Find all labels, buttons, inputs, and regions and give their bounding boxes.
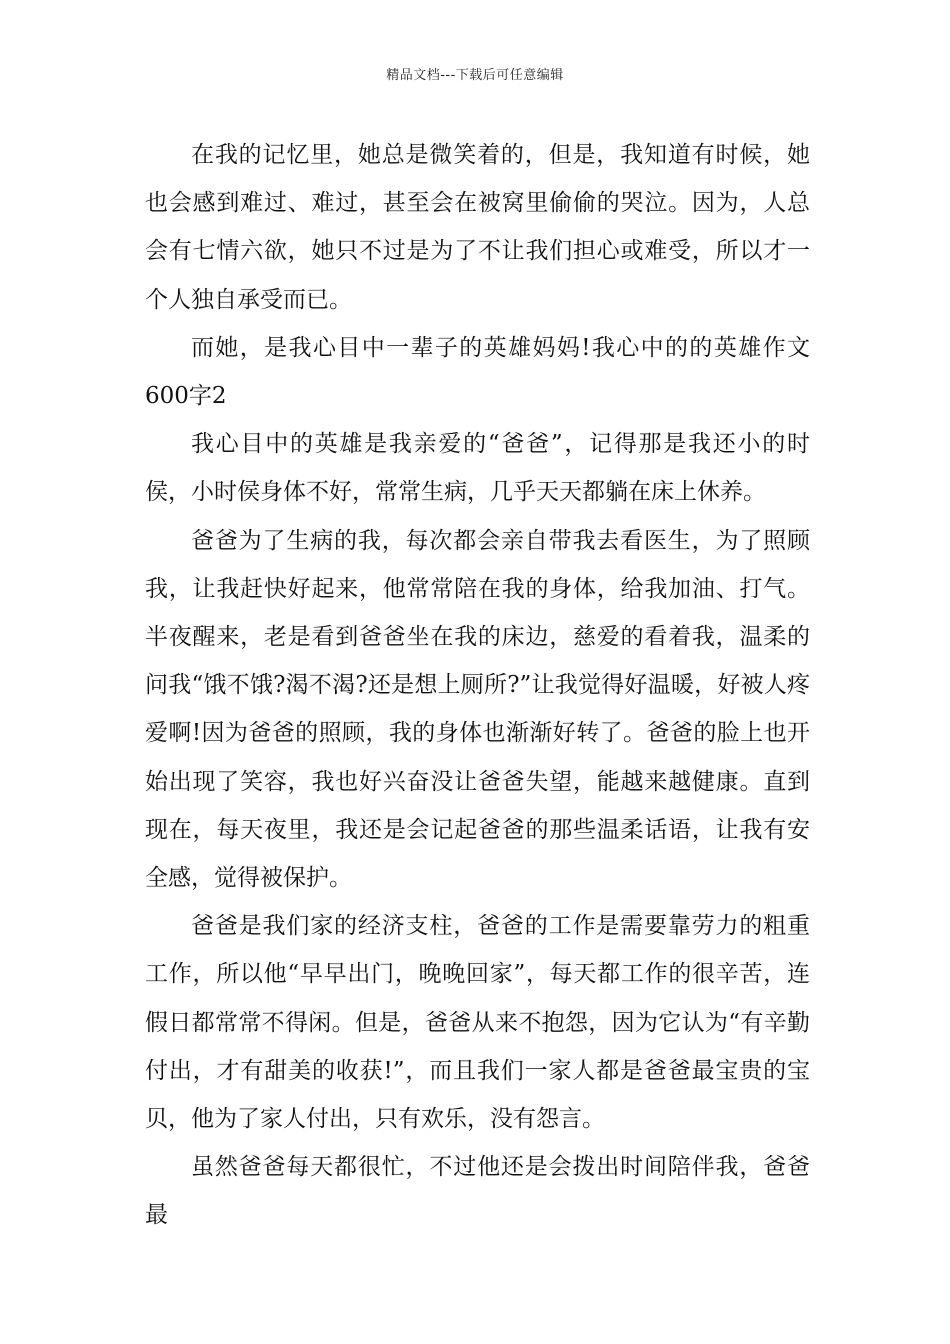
paragraph: 我心目中的英雄是我亲爱的“爸爸”，记得那是我还小的时侯，小时侯身体不好，常常生病，几乎天天都躺在床上休养。 [145,431,810,506]
page-header: 精品文档---下载后可任意编辑 [386,68,564,83]
paragraph: 爸爸为了生病的我，每次都会亲自带我去看医生，为了照顾我，让我赶快好起来，他常常陪在我的身体，给我加油、打气。半夜醒来，老是看到爸爸坐在我的床边，慈爱的看着我，温柔的问我“饿不饿?渴不渴?还是想上厕所?”让我觉得好温暖，好被人疼爱啊!因为爸爸的照顾，我的身体也渐渐好转了。爸爸的脸上也开始出现了笑容，我也好兴奋没让爸爸失望，能越来越健康。直到现在，每天夜里，我还是会记起爸爸的那些温柔话语，让我有安全感，觉得被保护。 [145,527,810,892]
paragraph: 虽然爸爸每天都很忙，不过他还是会拨出时间陪伴我，爸爸最 [145,1154,810,1229]
paragraph: 在我的记忆里，她总是微笑着的，但是，我知道有时候，她也会感到难过、难过，甚至会在被窝里偷偷的哭泣。因为，人总会有七情六欲，她只不过是为了不让我们担心或难受，所以才一个人独自承受而已。 [145,142,810,313]
paragraph: 而她，是我心目中一辈子的英雄妈妈!我心中的的英雄作文600字2 [145,334,810,410]
paragraph: 爸爸是我们家的经济支柱，爸爸的工作是需要靠劳力的粗重工作，所以他“早早出门，晚晚回家”，每天都工作的很辛苦，连假日都常常不得闲。但是，爸爸从来不抱怨，因为它认为“有辛勤付出，才有甜美的收获!”，而且我们一家人都是爸爸最宝贵的宝贝，他为了家人付出，只有欢乐，没有怨言。 [145,913,810,1133]
essay-body [145,131,810,1240]
